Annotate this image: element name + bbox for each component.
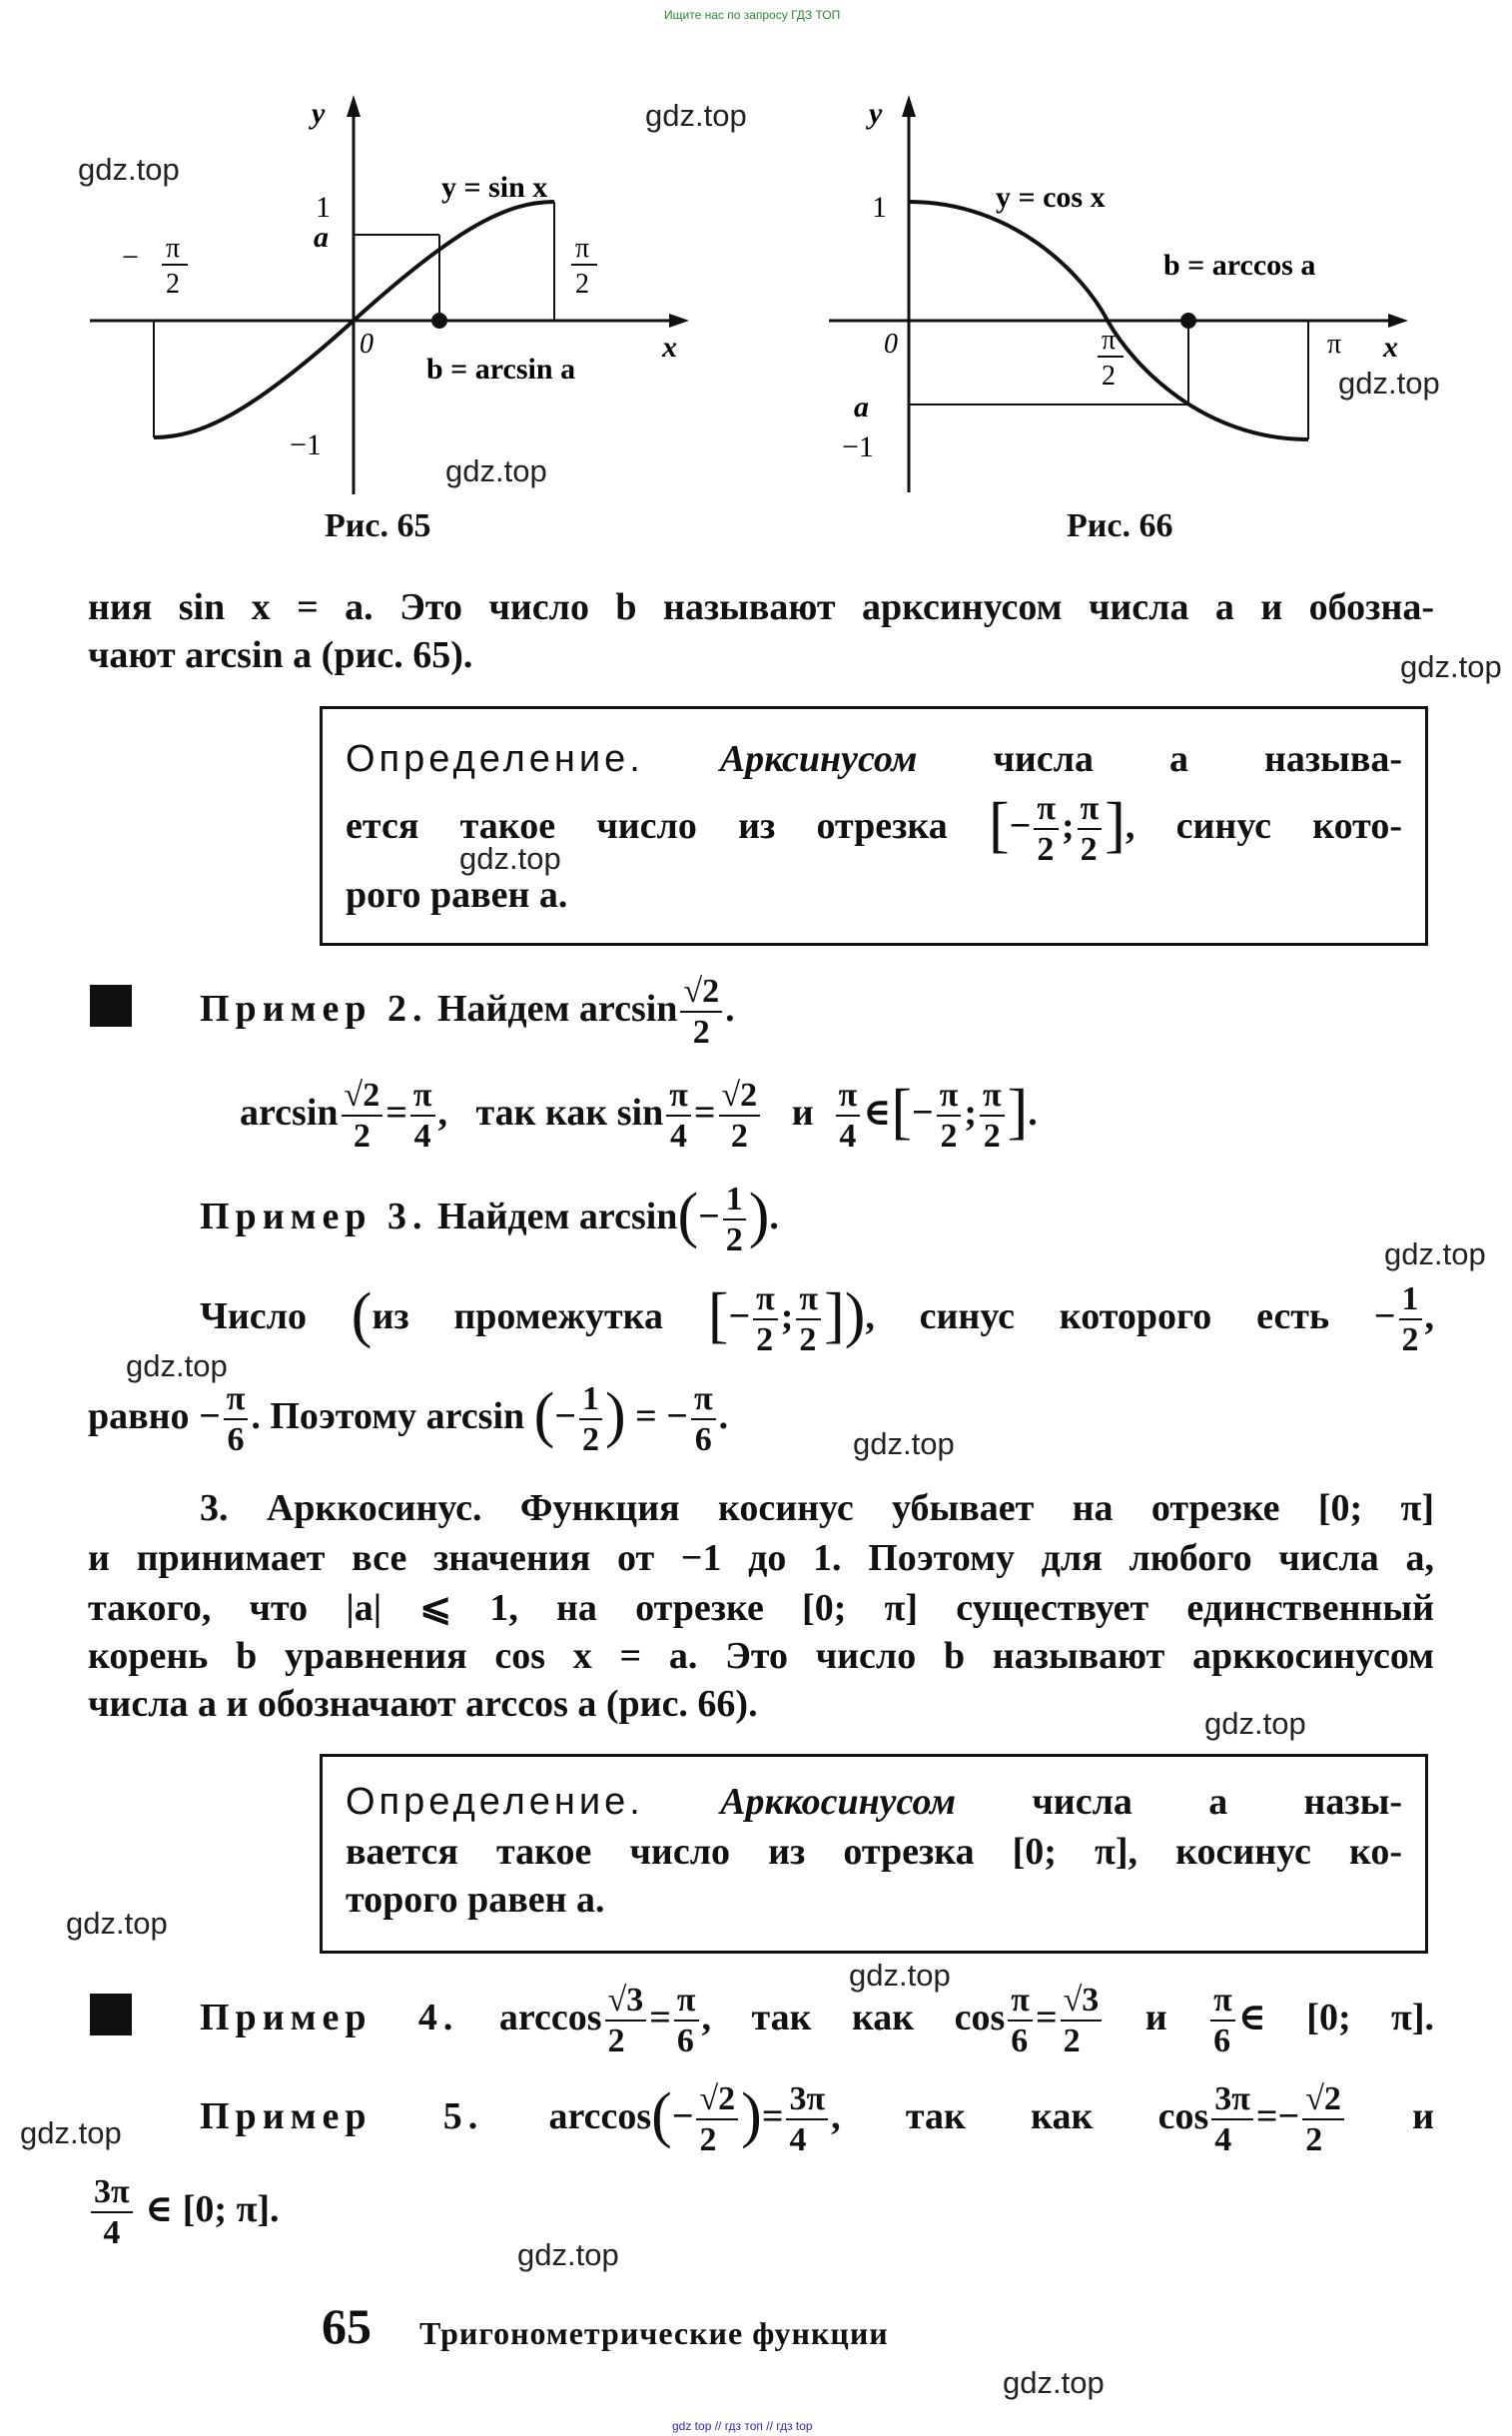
one-label: 1 [316,191,331,224]
a-label: a [314,221,329,254]
para1-line2: чают arcsin a (рис. 65). [88,634,473,676]
ex2-calc: arcsin $\frac{√2}{2}$ = $\frac{\pi}{4}$ , так как sin $\frac{\pi}{4}$ = $\frac{√2}{2}$ и $\frac{\pi}{4}$ ∈[− $\frac{\pi}{2}$ ; $\frac{\pi}{2}$ ]. [240,1076,1038,1155]
a-label: a [854,391,869,423]
watermark: gdz.top [853,1426,955,1461]
watermark: gdz.top [126,1348,228,1383]
watermark: gdz.top [849,1958,951,1993]
pi-den: 2 [575,269,589,300]
section3-line3: такого, что |a| ⩽ 1, на отрезке [0; π] существует единственный [88,1587,1434,1629]
section3-line1: 3. Арккосинус. Функция косинус убывает на отрезке [0; π] [200,1487,1434,1529]
watermark: gdz.top [645,98,747,133]
b-point [431,313,447,329]
neg-pi-den: 2 [166,269,180,300]
watermark: gdz.top [445,453,547,488]
origin-label: 0 [360,329,374,360]
example-marker [90,1994,132,2035]
watermark: gdz.top [1384,1236,1486,1271]
def2-line3: торого равен a. [346,1879,605,1921]
ex3-head: Пример 3. Найдем arcsin(− $\frac{1}{2}$ ). [200,1180,779,1258]
pi-label: π [1327,329,1342,360]
page-number: 65 [322,2298,372,2354]
def1-line1: Определение. Арксинусом числа a называ- [346,738,1402,780]
ex4-line: Пример 4. arccos $\frac{√3}{2}$ = $\frac{\pi}{6}$ , так как cos $\frac{\pi}{6}$ = $\frac{√3}{2}$ и $\frac{\pi}{6}$ ∈ [0; π]. [200,1981,1435,2059]
minus-one-label: −1 [842,430,874,463]
b-point [1180,313,1196,329]
footer-title: Тригонометрические функции [419,2315,889,2351]
watermark: gdz.top [20,2115,122,2150]
x-axis-arrow [669,314,689,328]
def1-line2: ется такое число из отрезка [− $\frac{\pi}{2}$ ; $\frac{\pi}{2}$ ], синус кото- [346,789,1402,868]
def1-line3: рого равен a. [346,874,568,916]
func-label: y = cos x [996,181,1106,214]
figure-66-caption: Рис. 66 [1067,507,1173,544]
b-label: b = arcsin a [426,353,576,386]
y-axis-arrow [902,95,916,117]
watermark: gdz.top [1003,2365,1105,2400]
x-axis-label: x [662,331,677,364]
ex2-head: Пример 2. Найдем arcsin $\frac{√2}{2}$ . [200,972,735,1051]
origin-label: 0 [884,329,898,360]
ex5-line2: $\frac{3\pi}{4}$ ∈ [0; π]. [88,2167,1434,2251]
watermark: gdz.top [1400,649,1502,684]
minus-one-label: −1 [290,428,322,461]
one-label: 1 [872,191,887,224]
example-marker [90,985,132,1027]
y-axis-label: y [312,97,326,130]
neg-sign: − [122,241,139,274]
section3-line2: и принимает все значения от −1 до 1. Поэтому для любого числа a, [88,1537,1434,1579]
y-axis-label: y [869,97,883,130]
watermark: gdz.top [66,1906,168,1941]
def2-line1: Определение. Арккосинусом числа a назы- [346,1781,1403,1823]
watermark: gdz.top [459,841,561,876]
watermark: gdz.top [517,2237,619,2272]
half-pi-den: 2 [1102,361,1116,392]
ex3-line2: равно − $\frac{\pi}{6}$ . Поэтому arcsin (− $\frac{1}{2}$ ) = − $\frac{\pi}{6}$ . [88,1379,729,1458]
x-axis-label: x [1383,331,1398,364]
func-label: y = sin x [441,171,548,204]
y-axis-arrow [347,95,361,117]
watermark: gdz.top [1338,366,1440,401]
neg-pi-num: π [166,233,181,264]
section3-line5: числа a и обозначают arccos a (рис. 66). [88,1683,758,1725]
figure-66-graph [824,85,1463,514]
def2-line2: вается такое число из отрезка [0; π], косинус ко- [346,1831,1402,1873]
x-axis-arrow [1388,314,1408,328]
figure-65-caption: Рис. 65 [325,507,431,544]
watermark: gdz.top [1204,1706,1306,1741]
half-pi-num: π [1102,325,1117,356]
search-hint: Ищите нас по запросу ГДЗ ТОП [664,8,841,22]
section3-line4: корень b уравнения cos x = a. Это число b называют арккосинусом [88,1635,1434,1677]
figure-65-graph [80,85,719,514]
pi-num: π [575,233,590,264]
bottom-hint: gdz top // гдз топ // гдз top [672,2419,813,2433]
para1-line1: ния sin x = a. Это число b называют арксинусом числа a и обозна- [88,586,1434,628]
ex5-line1: Пример 5. arccos(− $\frac{√2}{2}$ )= $\frac{3\pi}{4}$ , так как cos $\frac{3\pi}{4}$ =− $\frac{√2}{2}$ и [200,2079,1435,2158]
watermark: gdz.top [78,152,180,187]
b-label: b = arccos a [1163,249,1316,282]
ex3-line1: Число (из промежутка [− $\frac{\pi}{2}$ ; $\frac{\pi}{2}$ ]), синус которого есть − $\frac{1}{2}$ , [200,1279,1435,1358]
